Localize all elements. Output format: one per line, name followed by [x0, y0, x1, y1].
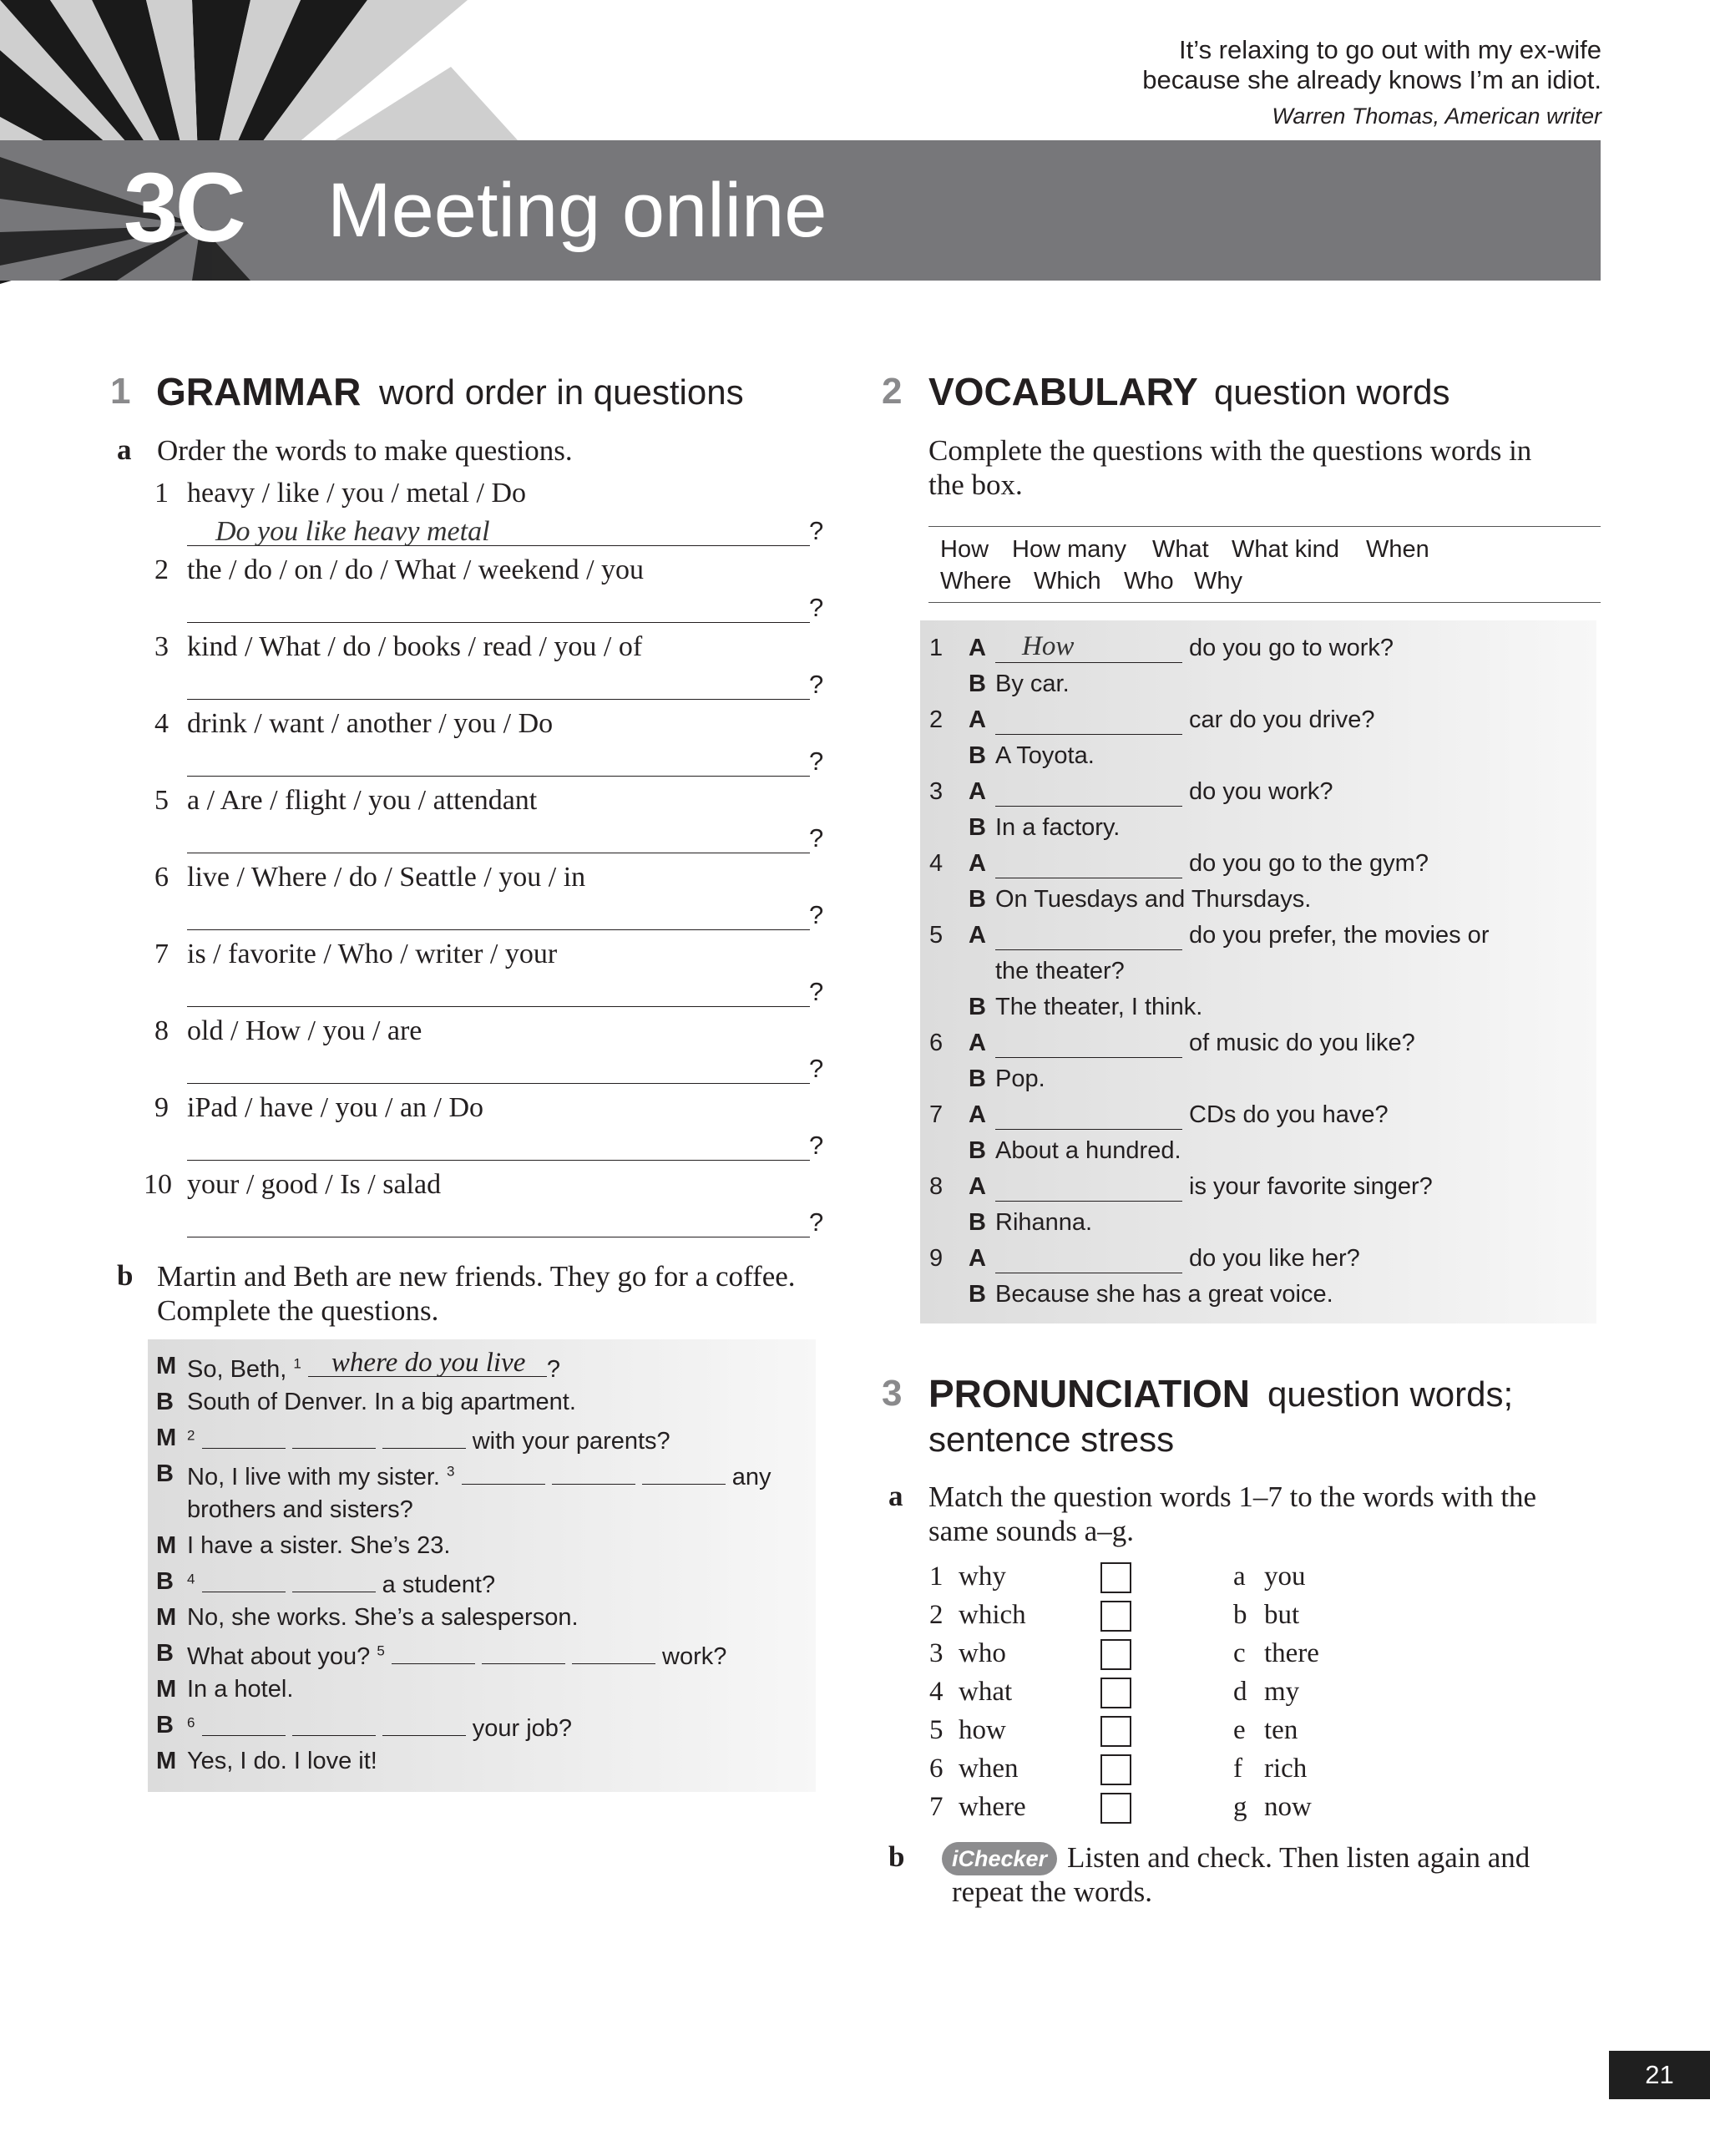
question-word-prompt: a / Are / flight / you / attendant — [187, 785, 538, 816]
answer-blank[interactable] — [995, 1101, 1182, 1130]
match-number: 1 — [929, 1561, 944, 1592]
vocab-question-text: do you prefer, the movies or — [1189, 922, 1490, 949]
speaker-a: A — [969, 1101, 986, 1128]
answer-line[interactable] — [187, 622, 810, 623]
question-number: 9 — [154, 1092, 169, 1123]
match-answer-box[interactable] — [1100, 1793, 1131, 1824]
match-question-word: why — [959, 1561, 1006, 1592]
vocab-answer-text: Rihanna. — [995, 1209, 1093, 1236]
answer-blank[interactable] — [995, 706, 1182, 735]
dialog-answer-1: where do you live — [331, 1348, 526, 1378]
word-box-item: When — [1366, 536, 1429, 563]
match-sound-word: but — [1264, 1600, 1300, 1630]
question-number: 8 — [154, 1015, 169, 1046]
word-box-item: How many — [1012, 536, 1126, 563]
word-box-item: What kind — [1232, 536, 1339, 563]
match-letter: c — [1233, 1638, 1246, 1668]
vocab-item-number: 6 — [929, 1030, 944, 1056]
question-mark: ? — [809, 670, 824, 699]
vocab-question-text: do you like her? — [1189, 1245, 1360, 1272]
example-answer: Do you like heavy metal — [215, 516, 490, 547]
speaker-b: B — [969, 742, 986, 769]
answer-blank[interactable] — [995, 922, 1182, 950]
dialog-speaker: M — [156, 1425, 177, 1451]
match-letter: d — [1233, 1677, 1247, 1707]
ichecker-badge[interactable]: iChecker — [942, 1842, 1057, 1875]
vocab-question-text: CDs do you have? — [1189, 1101, 1389, 1128]
match-question-word: who — [959, 1638, 1006, 1668]
dialog-line-1: So, Beth, $^1$ where do you live ? — [187, 1348, 561, 1383]
match-question-word: when — [959, 1754, 1019, 1784]
match-number: 6 — [929, 1754, 944, 1784]
answer-blank[interactable] — [382, 1425, 466, 1449]
answer-blank[interactable] — [995, 1030, 1182, 1058]
match-sound-word: my — [1264, 1677, 1300, 1707]
vocab-question-text: of music do you like? — [1189, 1030, 1415, 1056]
question-word-prompt: the / do / on / do / What / weekend / you — [187, 554, 645, 585]
match-letter: f — [1233, 1754, 1242, 1784]
question-number: 4 — [154, 708, 169, 739]
vocab-item-number: 5 — [929, 922, 944, 949]
dialog-line-4: No, I live with my sister. $^3$ any — [187, 1460, 772, 1491]
vocab-answer-text: In a factory. — [995, 814, 1121, 841]
vocab-question-text: do you go to the gym? — [1189, 850, 1429, 877]
word-box-item: Why — [1194, 568, 1242, 595]
section3-subtitle-2: sentence stress — [928, 1420, 1175, 1459]
dialog-line-2: South of Denver. In a big apartment. — [187, 1389, 576, 1415]
quote-line-1: It’s relaxing to go out with my ex-wife — [1179, 35, 1601, 64]
speaker-b: B — [969, 671, 986, 697]
dialog-speaker: M — [156, 1604, 177, 1631]
question-mark: ? — [809, 823, 824, 853]
section1-number: 1 — [110, 371, 131, 412]
speaker-a: A — [969, 850, 986, 877]
answer-blank[interactable] — [482, 1640, 565, 1664]
section2-instruction-1: Complete the questions with the questions words in — [928, 434, 1532, 467]
dialog-speaker: M — [156, 1532, 177, 1559]
word-box-item: What — [1152, 536, 1209, 563]
question-word-prompt: drink / want / another / you / Do — [187, 708, 554, 739]
match-answer-box[interactable] — [1100, 1716, 1131, 1747]
section3-part-b-instruction-1: Listen and check. Then listen again and — [1067, 1841, 1530, 1874]
question-mark: ? — [809, 900, 824, 929]
section3-part-b-instruction-2: repeat the words. — [952, 1875, 1153, 1908]
dialog-line-10: In a hotel. — [187, 1676, 294, 1703]
speaker-a: A — [969, 706, 986, 733]
answer-line[interactable] — [187, 1006, 810, 1007]
page-number: 21 — [1609, 2051, 1710, 2099]
section3-part-a-letter: a — [888, 1480, 903, 1512]
dialog-speaker: B — [156, 1712, 174, 1738]
match-question-word: what — [959, 1677, 1013, 1707]
word-box-top-rule — [928, 526, 1601, 527]
question-number: 5 — [154, 785, 169, 816]
question-mark: ? — [809, 516, 824, 545]
speaker-a: A — [969, 635, 986, 661]
word-box-bottom-rule — [928, 602, 1601, 603]
speaker-b: B — [969, 1209, 986, 1236]
question-mark: ? — [809, 1207, 824, 1237]
answer-blank[interactable] — [292, 1568, 376, 1592]
question-mark: ? — [809, 1054, 824, 1083]
section1-subtitle: word order in questions — [379, 372, 744, 412]
dialog-speaker: B — [156, 1460, 174, 1487]
dialog-speaker: B — [156, 1389, 174, 1415]
match-number: 2 — [929, 1600, 944, 1630]
speaker-b: B — [969, 1281, 986, 1308]
answer-line[interactable] — [187, 776, 810, 777]
answer-blank[interactable] — [292, 1712, 376, 1736]
dialog-line-7: $^4$ a student? — [187, 1568, 495, 1599]
match-answer-box[interactable] — [1100, 1678, 1131, 1708]
answer-blank[interactable] — [382, 1712, 466, 1736]
dialog-line-11: $^6$ your job? — [187, 1712, 572, 1743]
vocab-answer-text: By car. — [995, 671, 1070, 697]
vocab-answer-text: About a hundred. — [995, 1137, 1181, 1164]
match-question-word: which — [959, 1600, 1026, 1630]
vocab-item-number: 2 — [929, 706, 944, 733]
match-number: 7 — [929, 1792, 944, 1822]
answer-blank[interactable] — [572, 1640, 655, 1664]
question-word-prompt: heavy / like / you / metal / Do — [187, 478, 527, 509]
unit-number: 3C — [124, 153, 243, 263]
vocab-item-number: 3 — [929, 778, 944, 805]
answer-blank[interactable] — [202, 1712, 286, 1736]
vocab-question-text: do you go to work? — [1189, 635, 1394, 661]
match-number: 3 — [929, 1638, 944, 1668]
speaker-a: A — [969, 922, 986, 949]
answer-blank[interactable] — [202, 1425, 286, 1449]
question-word-prompt: your / good / Is / salad — [187, 1169, 442, 1200]
dialog-speaker: M — [156, 1353, 177, 1379]
word-box-item: Who — [1124, 568, 1174, 595]
section3-number: 3 — [882, 1373, 903, 1414]
question-word-prompt: iPad / have / you / an / Do — [187, 1092, 484, 1123]
answer-blank[interactable] — [995, 1173, 1182, 1202]
match-letter: b — [1233, 1600, 1247, 1630]
match-letter: g — [1233, 1792, 1247, 1822]
vocab-answer-text: A Toyota. — [995, 742, 1095, 769]
section1-part-b-letter: b — [117, 1259, 134, 1292]
question-word-prompt: old / How / you / are — [187, 1015, 422, 1046]
question-word-prompt: is / favorite / Who / writer / your — [187, 939, 558, 969]
vocab-item-number: 1 — [929, 635, 944, 661]
question-mark: ? — [809, 593, 824, 622]
speaker-b: B — [969, 1137, 986, 1164]
section1-title: GRAMMAR — [156, 370, 362, 413]
answer-line[interactable] — [187, 1083, 810, 1084]
answer-blank[interactable] — [995, 1245, 1182, 1273]
match-number: 4 — [929, 1677, 944, 1707]
example-answer: How — [1022, 631, 1075, 661]
speaker-b: B — [969, 994, 986, 1020]
dialog-line-3: $^2$ with your parents? — [187, 1425, 670, 1455]
answer-blank[interactable] — [392, 1640, 475, 1664]
answer-line[interactable] — [187, 699, 810, 700]
section1-part-b-instruction-2: Complete the questions. — [157, 1294, 439, 1327]
vocab-answer-text: Because she has a great voice. — [995, 1281, 1333, 1308]
question-number: 2 — [154, 554, 169, 585]
section3-part-a-instruction-2: same sounds a–g. — [928, 1515, 1134, 1547]
vocab-question-text: the theater? — [995, 958, 1125, 984]
section2-title: VOCABULARY — [928, 370, 1198, 413]
vocab-answer-text: Pop. — [995, 1065, 1045, 1092]
section3-subtitle-1: question words; — [1267, 1374, 1514, 1414]
match-question-word: how — [959, 1715, 1006, 1745]
match-sound-word: there — [1264, 1638, 1319, 1668]
dialog-speaker: M — [156, 1676, 177, 1703]
answer-blank[interactable] — [995, 850, 1182, 878]
match-sound-word: ten — [1264, 1715, 1298, 1745]
dialog-line-5: brothers and sisters? — [187, 1496, 413, 1523]
speaker-b: B — [969, 814, 986, 841]
question-number: 10 — [144, 1169, 172, 1200]
vocab-question-text: do you work? — [1189, 778, 1333, 805]
dialog-line-9: What about you? $^5$ work? — [187, 1640, 726, 1671]
speaker-a: A — [969, 778, 986, 805]
question-number: 6 — [154, 862, 169, 893]
dialog-speaker: M — [156, 1748, 177, 1774]
section2-subtitle: question words — [1214, 372, 1450, 412]
vocab-item-number: 9 — [929, 1245, 944, 1272]
vocab-item-number: 8 — [929, 1173, 944, 1200]
match-answer-box[interactable] — [1100, 1601, 1131, 1632]
answer-blank[interactable] — [292, 1425, 376, 1449]
speaker-a: A — [969, 1173, 986, 1200]
match-sound-word: now — [1264, 1792, 1312, 1822]
answer-blank[interactable] — [642, 1460, 726, 1485]
answer-blank[interactable] — [552, 1460, 635, 1485]
answer-blank[interactable] — [995, 778, 1182, 807]
vocab-question-text: car do you drive? — [1189, 706, 1375, 733]
match-answer-box[interactable] — [1100, 1754, 1131, 1785]
quote-line-2: because she already knows I’m an idiot. — [1142, 65, 1601, 94]
section1-part-b-instruction-1: Martin and Beth are new friends. They go for a coffee. — [157, 1260, 796, 1293]
word-box-item: Where — [940, 568, 1012, 595]
match-number: 5 — [929, 1715, 944, 1745]
section3-part-b-letter: b — [888, 1840, 905, 1873]
question-word-prompt: live / Where / do / Seattle / you / in — [187, 862, 586, 893]
section1-part-a-letter: a — [117, 433, 132, 466]
match-letter: e — [1233, 1715, 1246, 1745]
vocab-item-number: 7 — [929, 1101, 944, 1128]
vocab-answer-text: The theater, I think. — [995, 994, 1203, 1020]
vocab-item-number: 4 — [929, 850, 944, 877]
section1-part-a-instruction: Order the words to make questions. — [157, 434, 573, 467]
question-mark: ? — [809, 977, 824, 1006]
unit-title: Meeting online — [327, 168, 827, 253]
dialog-speaker: B — [156, 1568, 174, 1595]
section2-number: 2 — [882, 371, 903, 412]
question-number: 3 — [154, 631, 169, 662]
quote-author: Warren Thomas, American writer — [1272, 104, 1601, 129]
answer-line[interactable] — [187, 1160, 810, 1161]
vocab-question-text: is your favorite singer? — [1189, 1173, 1433, 1200]
word-box-item: Which — [1034, 568, 1101, 595]
match-answer-box[interactable] — [1100, 1639, 1131, 1670]
match-sound-word: you — [1264, 1561, 1306, 1592]
vocab-answer-text: On Tuesdays and Thursdays. — [995, 886, 1312, 913]
section3-part-a-instruction-1: Match the question words 1–7 to the words with the — [928, 1480, 1537, 1513]
question-mark: ? — [809, 1131, 824, 1160]
match-question-word: where — [959, 1792, 1026, 1822]
speaker-a: A — [969, 1245, 986, 1272]
answer-blank[interactable] — [462, 1460, 545, 1485]
dialog-line-12: Yes, I do. I love it! — [187, 1748, 377, 1774]
question-word-prompt: kind / What / do / books / read / you / of — [187, 631, 643, 662]
match-sound-word: rich — [1264, 1754, 1308, 1784]
question-number: 1 — [154, 478, 169, 509]
dialog-speaker: B — [156, 1640, 174, 1667]
speaker-b: B — [969, 1065, 986, 1092]
section2-instruction-2: the box. — [928, 468, 1023, 501]
match-letter: a — [1233, 1561, 1246, 1592]
section3-title: PRONUNCIATION — [928, 1372, 1251, 1415]
dialog-line-8: No, she works. She’s a salesperson. — [187, 1604, 579, 1631]
answer-line[interactable] — [187, 929, 810, 930]
answer-blank[interactable] — [202, 1568, 286, 1592]
question-number: 7 — [154, 939, 169, 969]
match-answer-box[interactable] — [1100, 1562, 1131, 1593]
word-box-item: How — [940, 536, 989, 563]
dialog-line-6: I have a sister. She’s 23. — [187, 1532, 451, 1559]
question-mark: ? — [809, 747, 824, 776]
speaker-b: B — [969, 886, 986, 913]
speaker-a: A — [969, 1030, 986, 1056]
